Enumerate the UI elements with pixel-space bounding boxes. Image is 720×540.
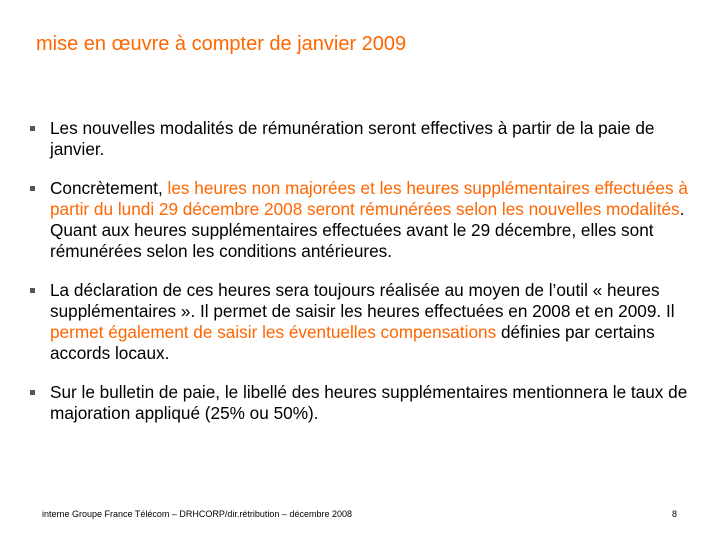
square-bullet-icon	[30, 186, 35, 191]
bullet-item	[30, 280, 690, 364]
bullet-text: Sur le bulletin de paie, le libellé des heures supplémentaires mentionnera le taux de majoration appliqué (25% ou 50%).	[50, 382, 688, 423]
bullet-text: Concrètement,	[50, 178, 168, 198]
square-bullet-icon	[30, 288, 35, 293]
bullet-item	[30, 178, 690, 262]
highlighted-text: permet également de saisir les éventuelles compensations	[50, 322, 497, 342]
slide-title: mise en œuvre à compter de janvier 2009	[36, 33, 407, 55]
bullet-text: La déclaration de ces heures sera toujours réalisée au moyen de l’outil « heures supplémentaires ». Il permet de saisir les heures effectuées en 2008 et en 2009. Il	[50, 280, 675, 321]
footer-text: interne Groupe France Télécom – DRHCORP/dir.rétribution – décembre 2008	[42, 509, 352, 519]
bullet-list	[30, 118, 690, 442]
bullet-text: Les nouvelles modalités de rémunération seront effectives à partir de la paie de janvier.	[50, 118, 655, 159]
bullet-text: . Quant aux heures supplémentaires effectuées avant le 29 décembre, elles sont rémunérées selon les conditions antérieures.	[50, 199, 685, 261]
square-bullet-icon	[30, 126, 35, 131]
highlighted-text: les heures non majorées et les heures supplémentaires effectuées à partir du lundi 29 décembre 2008 seront rémunérées selon les nouvelles modalités	[50, 178, 688, 219]
bullet-item	[30, 382, 690, 424]
page-number: 8	[671, 509, 677, 519]
bullet-item	[30, 118, 690, 160]
square-bullet-icon	[30, 390, 35, 395]
bullet-text: définies par certains accords locaux.	[50, 322, 655, 363]
